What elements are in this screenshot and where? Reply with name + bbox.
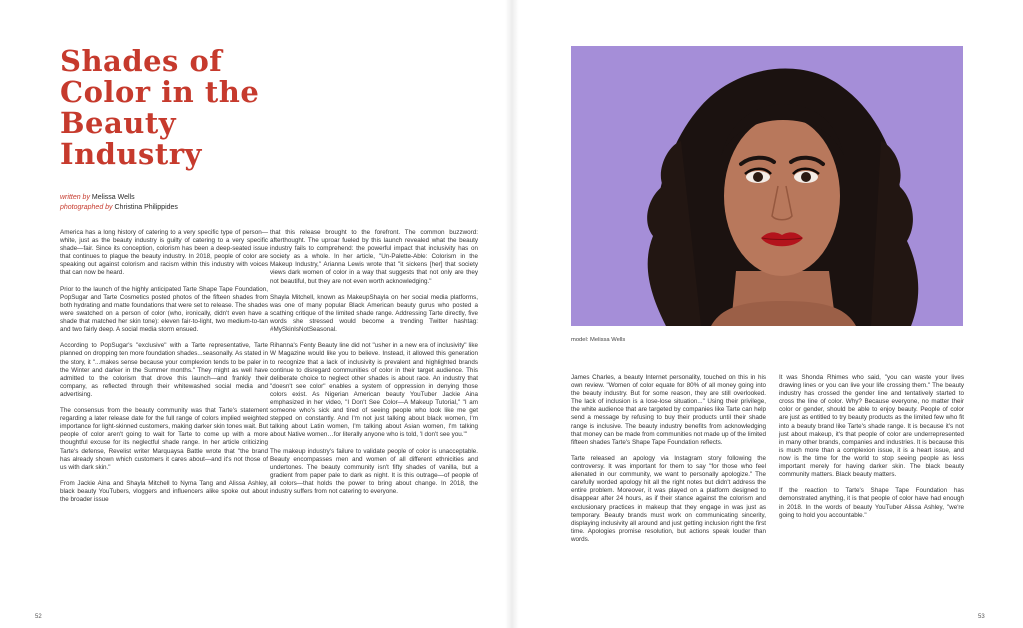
paragraph: Rihanna's Fenty Beauty line did not "usher in a new era of inclusivity" like W Magazine would like you to believe. Instead, it allowed this generation to recognize that a lack of inclusivity is prevalent and highlighted brands continue to disregard communities of color in their target audience. This deliberate choice to neglect other shades is about race. An industry that "doesn't see color" enables a system of oppression in denying those colors exist. As Nigerian American beauty YouTuber Jackie Aina emphasized in her video, "I Don't See Color—A Makeup Tutorial," "I am someone who's sick and tired of seeing people who look like me get stepped on constantly. And I'm not just talking about black women, I'm talking about Latin women, I'm talking about Asian women, I'm talking about Native women…for literally anyone who is told, 'I don't see you.'" xyxy=(270,342,478,439)
portrait-photo xyxy=(571,46,963,326)
paragraph: The makeup industry's failure to validate people of color is unacceptable. Beauty encompasses men and women of all different ethnicities and undertones. The beauty community isn't fifty shades of vanilla, but a gradient from paper pale to dark as night. It is this outrage—of people of all colors—that holds the power to bring about change. In 2018, the industry suffers from not catering to everyone. xyxy=(270,447,478,495)
paragraph: It was Shonda Rhimes who said, "you can waste your lives drawing lines or you can live your life crossing them." The beauty industry has crossed the gender line and tentatively started to cross the line of color. Why? Because everyone, no matter their color or gender, should be able to enjoy beauty. People of color are just as entitled to try beauty products as the limited few who fit into a beauty brand like Tarte's shade range. It is because it's not just about makeup, it's that people of color are underrepresented in many other brands, companies and industries. It is because this is much more than a complexion issue, it is a heart issue, and now is the time for the world to stop seeing people as less important merely for having darker skin. The black beauty community matters. Black beauty matters. xyxy=(779,374,964,479)
paragraph: America has a long history of catering to a very specific type of person—white, just as the beauty industry is guilty of catering to a very specific shade—fair. Since its conception, colorism has been a deep-seated issue that continues to plague the beauty industry. In 2018, people of color are speaking out against colorism and racism within this industry with voices that can now be heard. xyxy=(60,229,268,277)
page-gutter xyxy=(505,0,519,628)
portrait-illustration xyxy=(571,46,963,326)
left-iris xyxy=(753,172,763,182)
face xyxy=(724,116,840,276)
paragraph: The consensus from the beauty community was that Tarte's statement regarding a later release date for the full range of colors implied weighted importance for light-skinned customers, making darker skin tones wait. But people of color aren't going to wait for Tarte to come up with a more thoughtful excuse for its neglectful shade range. In her article criticizing Tarte's defense, Revelist writer Marquaysa Battle wrote that "the brand has already shown which customers it cares about—and it's not those of us with dark skin." xyxy=(60,407,268,471)
paragraph: Shayla Mitchell, known as MakeupShayla on her social media platforms, was one of many popular Black American beauty gurus who posted a scathing critique of the limited shade range. Addressing Tarte directly, five words she stressed would become a trending Twitter hashtag: #MySkinIsNotSeasonal. xyxy=(270,293,478,334)
photo-caption: model: Melissa Wells xyxy=(571,337,626,343)
paragraph: Tarte released an apology via Instagram story following the controversy. It was important for them to say "for those who feel alienated in our community, we want to personally apologize." The carefully worded apology hit all the right notes but didn't address the entire problem. Moreover, it was played on a platform designed to disappear after 24 hours, as if their stance against the colorism and exclusionary practices in makeup that they engage in was just as temporary. Beauty brands must work on communicating sincerity, displaying inclusivity all around and just getting inclusion right the first time. Apologies promise resolution, but actions speak louder than words. xyxy=(571,454,766,543)
paragraph: that this release brought to the forefront. The common buzzword: afterthought. The uproar fueled by this launch revealed what the beauty industry fails to comprehend: the powerful impact that inclusivity has on society as a whole. In her article, "Un-Palette-Able: Colorism in the Makeup Industry," Arianna Lewis wrote that "it sickens [her] that society views dark women of color in a way that suggests that not only are they not beautiful, but they are not even worth acknowledging." xyxy=(270,229,478,285)
paragraph: From Jackie Aina and Shayla Mitchell to Nyma Tang and Alissa Ashley, black beauty YouTubers, vloggers and influencers alike spoke out about the broader issue xyxy=(60,479,268,504)
page-number-left: 52 xyxy=(35,614,42,620)
text-column-1 xyxy=(60,229,268,512)
right-iris xyxy=(801,172,811,182)
article-title: Shades of Color in the Beauty Industry xyxy=(60,44,260,171)
article-credits xyxy=(60,193,178,213)
page-number-right: 53 xyxy=(978,614,985,620)
paragraph: Prior to the launch of the highly anticipated Tarte Shape Tape Foundation, PopSugar and Tarte Cosmetics posted photos of the fifteen shades from both hydrating and matte foundations that were set to release. The shades were swatched on a person of color (who, ironically, didn't even have a shade that matched her skin tone): eleven fair-to-light, two medium-to-tan and two fairly deep. A social media storm ensued. xyxy=(60,285,268,334)
author-credit xyxy=(60,193,178,203)
photographer-credit xyxy=(60,203,178,213)
text-column-2 xyxy=(270,229,478,504)
written-by-label: written by xyxy=(60,194,90,201)
photographer-name: Christina Philippides xyxy=(114,204,178,211)
paragraph: If the reaction to Tarte's Shape Tape Foundation has demonstrated anything, it is that people of color have had enough in 2018. In the words of beauty YouTuber Alissa Ashley, "we're going to hold you accountable." xyxy=(779,487,964,519)
photographed-by-label: photographed by xyxy=(60,204,113,211)
text-column-4 xyxy=(779,374,964,528)
paragraph: James Charles, a beauty Internet personality, touched on this in his own review. "Women of color equate for 80% of all money going into the beauty industry. But for some reason, they are still overlooked. The lack of inclusion is a lose-lose situation..." Using their privilege, the white audience that are targeted by companies like Tarte can help send a message by refusing to buy their products until their shade range is inclusive. The beauty industry benefits from acknowledging that money can be made from communities not made up of the limited fifteen shades Tarte's Shape Tape Foundation reflects. xyxy=(571,374,766,446)
author-name: Melissa Wells xyxy=(91,194,135,201)
left-page xyxy=(0,0,511,628)
text-column-3 xyxy=(571,374,766,552)
paragraph: According to PopSugar's "exclusive" with a Tarte representative, Tarte planned on dropping ten more foundation shades...seasonally. As stated in the story, it "...makes sense because your complexion tends to be paler in the Winter and darker in the Summer months." They might as well have admitted to the colorism that drove this launch—and frankly their company, as reflected through their whitewashed social media and advertising. xyxy=(60,342,268,398)
